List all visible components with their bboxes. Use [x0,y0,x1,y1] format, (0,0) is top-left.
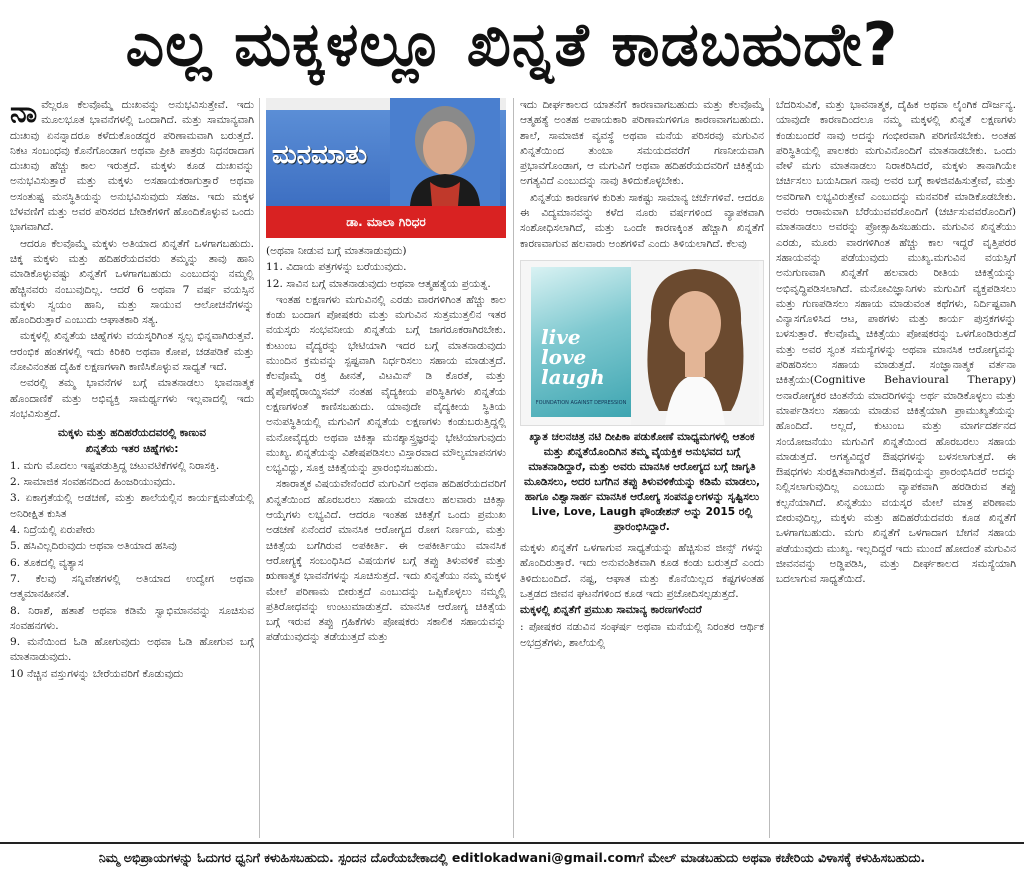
list-item: 11. ವಿದಾಯ ಪತ್ರಗಳನ್ನು ಬರೆಯುವುದು. [266,261,407,274]
subheading-line: ಮಕ್ಕಳು ಮತ್ತು ಹದಿಹರೆಯದವರಲ್ಲಿ ಕಾಣುವ [58,427,206,440]
headline: ಎಲ್ಲ ಮಕ್ಕಳಲ್ಲೂ ಖಿನ್ನತೆ ಕಾಡಬಹುದೇ? [125,10,899,80]
paragraph: ಸಕಾರಾತ್ಮಕ ವಿಷಯವೇನೆಂದರೆ ಮಗುವಿಗೆ ಅಥವಾ ಹದಿಹರೆಯದವರಿಗೆ ಖಿನ್ನತೆಯಿಂದ ಹೊರಬರಲು ಸಹಾಯ ಮಾಡಲು ಹಲವಾರು ಚಿಕಿತ್ಸಾ ಆಯ್ಕೆಗಳು ಲಭ್ಯವಿದೆ. ಆದರೂ ಇಂತಹ ಚಿಕಿತ್ಸೆಗೆ ಒಂದು ಪ್ರಮುಖ ಅಡಚಣೆ ಏನೆಂದರೆ ಮಾನಸಿಕ ಆರೋಗ್ಯದ ರೋಗ ನಿರ್ಣಯ, ಮತ್ತು ಚಿಕಿತ್ಸೆಯ ಬಗೆಗಿರುವ ಅಪಕೀರ್ತಿ. ಈ ಅಪಕೀರ್ತಿಯು ಮಾನಸಿಕ ಆರೋಗ್ಯಕ್ಕೆ ಸಂಬಂಧಿಸಿದ ವಿಷಯಗಳ ಬಗ್ಗೆ ತಪ್ಪು ತಿಳುವಳಿಕೆ ಮತ್ತು ಋಣಾತ್ಮಕ ಭಾವನೆಗಳನ್ನು ಸೂಚಿಸುತ್ತದೆ. ಇದು ಖಿನ್ನತೆಯು ನಮ್ಮ ಮಕ್ಕಳ ಮೇಲೆ ಪರಿಣಾಮ ಬೀರುತ್ತದೆ ಎಂಬುದನ್ನು ಒಪ್ಪಿಕೊಳ್ಳಲು ನಮ್ಮಲ್ಲಿ ಪ್ರತಿರೋಧವನ್ನು ಉಂಟುಮಾಡುತ್ತದೆ. ಮಾನಸಿಕ ಆರೋಗ್ಯ ಚಿಕಿತ್ಸೆಯ ಬಗ್ಗೆ ಇರುವ ತಪ್ಪು ಗ್ರಹಿಕೆಗಳು ಪೋಷಕರು ಸಕಾಲಿಕ ಸಹಾಯವನ್ನು ಪಡೆಯುವುದನ್ನು ತಡೆಯುತ್ತದೆ ಮತ್ತು [266,478,506,644]
column-rule [259,98,260,838]
photo-box [520,260,764,426]
list-item: 3. ಏಕಾಗ್ರತೆಯಲ್ಲಿ ಅಡಚಣೆ, ಮತ್ತು ಶಾಲೆಯಲ್ಲಿನ ಕಾರ್ಯಕ್ಷಮತೆಯಲ್ಲಿ ಅನಿರೀಕ್ಷಿತ ಕುಸಿತ [10,492,254,520]
drop-cap: ನಾ [10,98,38,130]
list-item: 10 ನೆಚ್ಚಿನ ವಸ್ತುಗಳನ್ನು ಬೇರೆಯವರಿಗೆ ಕೊಡುವುದು [10,667,184,680]
paragraph: ಇಂತಹ ಲಕ್ಷಣಗಳು ಮಗುವಿನಲ್ಲಿ ಎರಡು ವಾರಗಳಿಗಿಂತ ಹೆಚ್ಚು ಕಾಲ ಕಂಡು ಬಂದಾಗ ಪೋಷಕರು ಮತ್ತು ಮಗುವಿನ ಸುತ್ತಮುತ್ತಲಿನ ಇತರ ವಯಸ್ಕರು ಸಂಭವನೀಯ ಖಿನ್ನತೆಯ ಬಗ್ಗೆ ಜಾಗರೂಕರಾಗಿರಬೇಕು. ಕುಟುಂಬ ವೈದ್ಯರನ್ನು ಭೇಟಿಯಾಗಿ ಇದರ ಬಗ್ಗೆ ಮಾತನಾಡುವುದು ಮುಂದಿನ ಕ್ರಮವನ್ನು ಸ್ಪಷ್ಟವಾಗಿ ನಿರ್ಧರಿಸಲು ಸಹಾಯ ಮಾಡುತ್ತದೆ. ಕೆಲವೊಮ್ಮೆ ರಕ್ತ ಹೀನತೆ, ವಿಟಮಿನ್ ಡಿ ಕೊರತೆ, ಮತ್ತು ಹೈಪೋಥೈರಾಯ್ಡಿಸಮ್ ನಂತಹ ವೈದ್ಯಕೀಯ ಪರಿಸ್ಥಿತಿಗಳು ಖಿನ್ನತೆಯ ಲಕ್ಷಣಗಳಂತೆ ಕಾಣಿಸಬಹುದು. ಯಾವುದೇ ವೈದ್ಯಕೀಯ ಸ್ಥಿತಿಯ ಅನುಪಸ್ಥಿತಿಯಲ್ಲಿ ಮಗುವಿಗೆ ಖಿನ್ನತೆಯ ಲಕ್ಷಣಗಳು ಕಂಡುಬರುತ್ತಿದ್ದಲ್ಲಿ ಮನೋವೈದ್ಯರು ಅಥವಾ ಚಿಕಿತ್ಸಾ ಮನಶ್ಶಾಸ್ತ್ರಜ್ಞರನ್ನು ಭೇಟಿಯಾಗುವುದು ಮುಖ್ಯ. ಖಿನ್ನತೆಯನ್ನು ವಿಶೇಷಪಡಿಸಲು ವಿಸ್ತಾರವಾದ ಮೌಲ್ಯಮಾಪನಗಳು ಲಭ್ಯವಿದ್ದು, ಸೂಕ್ತ ಚಿಕಿತ್ಸೆಯನ್ನು ಪ್ರಾರಂಭಿಸಬಹುದು. [266,293,506,475]
article-column-1 [10,98,254,838]
paragraph: ಮಕ್ಕಳು ಖಿನ್ನತೆಗೆ ಒಳಗಾಗುವ ಸಾಧ್ಯತೆಯನ್ನು ಹೆಚ್ಚಿಸುವ ಜೀನ್ಸ್ ಗಳನ್ನು ಹೊಂದಿರುತ್ತಾರೆ. ಇದು ಅನುವಂಶಿಕವಾಗಿ ಕೂಡ ಕಂಡು ಬರುತ್ತದೆ ಎಂದು ತಿಳಿದುಬಂದಿದೆ. ನಷ್ಟ, ಆಘಾತ ಮತ್ತು ಕೊನೆಯಿಲ್ಲದ ಕಷ್ಟಗಳಂತಹ ಒತ್ತಡದ ಜೀವನ ಘಟನೆಗಳಿಂದ ಕೂಡ ಇದು ಪ್ರಚೋದಿಸಲ್ಪಡುತ್ತದೆ. [520,541,764,600]
paragraph: ಮಕ್ಕಳಲ್ಲಿ ಖಿನ್ನತೆಯ ಚಿಹ್ನೆಗಳು ವಯಸ್ಕರಿಗಿಂತ ಸ್ವಲ್ಪ ಭಿನ್ನವಾಗಿರುತ್ತವೆ. ಆರಂಭಿಕ ಹಂತಗಳಲ್ಲಿ ಇದು ಕಿರಿಕಿರಿ ಅಥವಾ ಕೋಪ, ಚಡಪಡಿಕೆ ಮತ್ತು ನೋವಿನಂತಹ ದೈಹಿಕ ಲಕ್ಷಣಗಳಾಗಿ ಕಾಣಿಸಿಕೊಳ್ಳುವ ಸಾಧ್ಯತೆ ಇದೆ. [10,330,254,374]
paragraph: ಬೆದರಿಸುವಿಕೆ, ಮತ್ತು ಭಾವನಾತ್ಮಕ, ದೈಹಿಕ ಅಥವಾ ಲೈಂಗಿಕ ದೌರ್ಜನ್ಯ. ಯಾವುದೇ ಕಾರಣದಿಂದಲೂ ನಮ್ಮ ಮಕ್ಕಳಲ್ಲಿ ಖಿನ್ನತೆ ಲಕ್ಷಣಗಳು ಕಂಡುಬಂದರೆ ನಾವು ಅದನ್ನು ಗಂಭೀರವಾಗಿ ಪರಿಗಣಿಸಬೇಕು. ಅಂತಹ ಪರಿಸ್ಥಿತಿಯಲ್ಲಿ ಪಾಲಕರು ಮಗುವಿನೊಂದಿಗೆ ಮಾತನಾಡಬೇಕು. ಒಂದು ವೇಳೆ ಮಗು ಮಾತನಾಡಲು ನಿರಾಕರಿಸಿದರೆ, ಮಕ್ಕಳು ತಾನಾಗಿಯೇ ಚರ್ಚಿಸಲು ಬಯಸಿದಾಗ ನಾವು ಅವರ ಬಗ್ಗೆ ಕಾಳಜಿವಹಿಸುತ್ತೇವೆ, ಮತ್ತು ಅವರಿಗಾಗಿ ಲಭ್ಯವಿರುತ್ತೇವೆ ಎಂಬುದನ್ನು ಮನವರಿಕೆ ಮಾಡಿಕೊಡಬೇಕು. ಅವರು ಆರಾಮವಾಗಿ ಬೆರೆಯುವವರೊಂದಿಗೆ (ಚರ್ಚಿಸುವವರೊಂದಿಗೆ) ಮಾತನಾಡಲು ಅವರನ್ನು ಪ್ರೋತ್ಸಾಹಿಸಬಹುದು. ಮಗುವಿನ ಖಿನ್ನತೆಯು ಎರಡು, ಮೂರು ವಾರಗಳಿಗಿಂತ ಹೆಚ್ಚು ಕಾಲ ಇದ್ದರೆ ವೃತ್ತಿಪರರ ಸಹಾಯವನ್ನು ಪಡೆಯುವುದು ಮುಖ್ಯ.ಮಗುವಿನ ವಯಸ್ಸಿಗೆ ಅನುಗುಣವಾಗಿ ಖಿನ್ನತೆಗೆ ಹಲವಾರು ರೀತಿಯ ಚಿಕಿತ್ಸೆಯನ್ನು ಅಭಿವೃದ್ಧಿಪಡಿಸಲಾಗಿದೆ. ಮನೋವಿಜ್ಞಾನಿಗಳು ಮಗುವಿಗೆ ವ್ಯಕ್ತಪಡಿಸಲು ಮತ್ತು ಗುಣಪಡಿಸಲು ಸಹಾಯ ಮಾಡುವಂತ ಕಥೆಗಳು, ನಿರ್ದಿಷ್ಟವಾಗಿ ವಿನ್ಯಾಸಗೊಳಿಸಿದ ಆಟ, ಪಾಠಗಳು ಮತ್ತು ಕಾರ್ಯ ಪುಸ್ತಕಗಳನ್ನು ಬಳಸುತ್ತಾರೆ. ಕೆಲವೊಮ್ಮೆ ಚಿಕಿತ್ಸೆಯು ಪೋಷಕರನ್ನು ಒಳಗೊಂಡಿರುತ್ತದೆ ಮತ್ತು ಅವರ ಸ್ವಂತ ಸಮಸ್ಯೆಗಳನ್ನು ಅಥವಾ ಮಾನಸಿಕ ಆರೋಗ್ಯವನ್ನು ಪರಿಹರಿಸಲು ಸಹಾಯ ಮಾಡುತ್ತದೆ. ಸಂಜ್ಞಾನಾತ್ಮಕ ವರ್ತನಾ ಚಿಕಿತ್ಸೆಯು(Cognitive Behavioural Therapy) ಅನಾರೋಗ್ಯಕರ ಚಿಂತನೆಯ ಮಾದರಿಗಳನ್ನು ಅರ್ಥ ಮಾಡಿಕೊಳ್ಳಲು ಮತ್ತು ಮಾರ್ಪಡಿಸಲು ಸಹಾಯ ಮಾಡುವ ಚಿಕಿತ್ಸೆಯಾಗಿ ಪ್ರಾಮುಖ್ಯತೆಯನ್ನು ಹೊಂದಿದೆ. ಅಲ್ಲದೆ, ಕುಟುಂಬ ಮತ್ತು ಮಾರ್ಗದರ್ಶನದ ಸಂಯೋಜನೆಯು ಮಗುವಿಗೆ ಖಿನ್ನತೆಯಿಂದ ಹೊರಬರಲು ಸಹಾಯ ಮಾಡುತ್ತದೆ. ಅಗತ್ಯವಿದ್ದರೆ ಔಷಧಗಳನ್ನು ಬಳಸಲಾಗುತ್ತದೆ. ಈ ಔಷಧಗಳು ಸುರಕ್ಷಿತವಾಗಿರುತ್ತವೆ. ಔಷಧಿಯನ್ನು ಪ್ರಾರಂಭಿಸಿದರೆ ಅದನ್ನು ನಿಲ್ಲಿಸಲಾಗುವುದಿಲ್ಲ ಎಂಬುದು ವ್ಯಾಪಕವಾಗಿ ಹರಡಿರುವ ತಪ್ಪು ಕಲ್ಪನೆಯಾಗಿದೆ. ಖಿನ್ನತೆಯು ವಯಸ್ಕರ ಮೇಲೆ ಮಾತ್ರ ಪರಿಣಾಮ ಬೀರುವುದಿಲ್ಲ, ಮಕ್ಕಳು ಮತ್ತು ಹದಿಹರೆಯದವರು ಕೂಡ ಖಿನ್ನತೆಗೆ ಒಳಗಾಗಬಹುದು. ಮಗು ಖಿನ್ನತೆಗೆ ಒಳಗಾದಾಗ ಬೇಗನೆ ಸಹಾಯ ಪಡೆಯುವುದು ಮುಖ್ಯ. ಇಲ್ಲದಿದ್ದರೆ ಇದು ಮುಂದೆ ಹೋದಂತೆ ಮಗುವಿನ ಜೀವನವನ್ನು ಅಡ್ಡಿಪಡಿಸಿ, ಮತ್ತು ದೀರ್ಘಕಾಲದ ಸಮಸ್ಯೆಯಾಗಿ ಬದಲಾಗುವ ಸಾಧ್ಯತೆಯಿದೆ. [776,99,1016,586]
paragraph-text: ವೆಲ್ಲರೂ ಕೆಲವೊಮ್ಮೆ ದುಃಖವನ್ನು ಅನುಭವಿಸುತ್ತೇವೆ. ಇದು ಮೂಲಭೂತ ಭಾವನೆಗಳಲ್ಲಿ ಒಂದಾಗಿದೆ. ಮತ್ತು ಸಾಮಾನ್ಯವಾಗಿ ದುಃಖವು ಏನನ್ನಾದರೂ ಕಳೆದುಕೊಂಡದ್ದರ ಪರಿಣಾಮವಾಗಿ ಬರುತ್ತದೆ. ನಿಕಟ ಸಂಬಂಧವು ಕೊನೆಗೊಂಡಾಗ ಅಥವಾ ಪ್ರೀತಿ ಪಾತ್ರರು ನಿಧನರಾದಾಗ ದುಃಖವು ಹೆಚ್ಚು ಕಾಲ ಇರುತ್ತದೆ. ಮಕ್ಕಳು ಕೂಡ ದುಃಖವನ್ನು ಅನುಭವಿಸುತ್ತಾರೆ ಮತ್ತು ಮಕ್ಕಳು ಅಸಹಾಯಕರಾಗುತ್ತಾರೆ ಅಥವಾ ಅಸಂತುಷ್ಟ ಮನಸ್ಥಿತಿಯನ್ನು ಅನುಭವಿಸುವುದು ಸಹಜ. ಇದು ಮಕ್ಕಳ ಬೆಳವಣಿಗೆ ಮತ್ತು ಅವರ ಪರಿಸರದ ಬೇಡಿಕೆಗಳಿಗೆ ಹೊಂದಿಕೊಳ್ಳುವ ಒಂದು ಭಾಗವಾಗಿದೆ. [10,99,254,234]
footer-text: ಗೆ ಮೇಲ್ ಮಾಡಬಹುದು ಅಥವಾ ಕಚೇರಿಯ ವಿಳಾಸಕ್ಕೆ ಕಳುಹಿಸಬಹುದು. [636,850,926,865]
author-name-bar: ಡಾ. ಮಾಲಾ ಗಿರಿಧರ [266,206,506,238]
paragraph: ಇದು ದೀರ್ಘಕಾಲದ ಯಾತನೆಗೆ ಕಾರಣವಾಗಬಹುದು ಮತ್ತು ಕೆಲವೊಮ್ಮೆ ಆತ್ಮಹತ್ಯೆ ಅಂತಹ ಅಪಾಯಕಾರಿ ಪರಿಣಾಮಗಳಿಗೂ ಕಾರಣವಾಗಬಹುದು. ಶಾಲೆ, ಸಾಮಾಜಿಕ ವ್ಯವಸ್ಥೆ ಅಥವಾ ಮನೆಯ ಪರಿಸರವು ಮಗುವಿನ ಖಿನ್ನತೆಯಿಂದ ತುಂಬಾ ಸಮಯದವರೆಗೆ ಗಣನೀಯವಾಗಿ ಪ್ರಭಾವಗೊಂಡಾಗ, ಆ ಮಗುವಿಗೆ ಅಥವಾ ಹದಿಹರೆಯದವರಿಗೆ ಚಿಕಿತ್ಸೆಯ ಅಗತ್ಯವಿದೆ ಎಂಬುದನ್ನು ನಾವು ತಿಳಿದುಕೊಳ್ಳಬೇಕು. [520,99,764,188]
column-logo: ಮನಮಾತು [272,140,368,170]
paragraph: ಖಿನ್ನತೆಯ ಕಾರಣಗಳ ಕುರಿತು ಸಾಕಷ್ಟು ಸಾಮಾನ್ಯ ಚರ್ಚೆಗಳಿವೆ. ಆದರೂ ಈ ವಿದ್ಯಮಾನವನ್ನು ಕಳೆದ ನೂರು ವರ್ಷಗಳಿಂದ ವ್ಯಾಪಕವಾಗಿ ಸಂಶೋಧಿಸಲಾಗಿದೆ, ಮತ್ತು ಒಂದೇ ಕಾರಣಕ್ಕಿಂತ ಹೆಚ್ಚಾಗಿ ಖಿನ್ನತೆಗೆ ಕಾರಣವಾಗುವ ಹಲವಾರು ಅಂಶಗಳಿವೆ ಎಂದು ತಿಳಿಯಲಾಗಿದೆ. ಕೆಲವು [520,191,764,250]
list-item: 1. ಮಗು ಮೊದಲು ಇಷ್ಟಪಡುತ್ತಿದ್ದ ಚಟುವಟಿಕೆಗಳಲ್ಲಿ ನಿರಾಸಕ್ತಿ. [10,459,220,472]
column-rule [513,98,514,838]
list-item: 5. ಹಸಿವಿಲ್ಲದಿರುವುದು ಅಥವಾ ಅತಿಯಾದ ಹಸಿವು [10,540,177,553]
celebrity-photo [631,261,759,425]
book-footer: FOUNDATION AGAINST DEPRESSION [535,399,627,406]
list-item: 12. ಸಾವಿನ ಬಗ್ಗೆ ಮಾತನಾಡುವುದು ಅಥವಾ ಆತ್ಮಹತ್ಯೆಯ ಪ್ರಯತ್ನ. [266,277,491,290]
book-title: live love laugh [541,324,605,389]
paragraph [10,98,254,236]
list-item: 4. ನಿದ್ರೆಯಲ್ಲಿ ಏರುಪೇರು [10,524,95,537]
subheading: ಮಕ್ಕಳಲ್ಲಿ ಖಿನ್ನತೆಗೆ ಪ್ರಮುಖ ಸಾಮಾನ್ಯ ಕಾರಣಗಳೆಂದರೆ [520,604,702,617]
book-cover-image [531,267,631,417]
article-column-4 [776,98,1016,838]
list-item: 9. ಮನೆಯಿಂದ ಓಡಿ ಹೋಗುವುದು ಅಥವಾ ಓಡಿ ಹೋಗುವ ಬಗ್ಗೆ ಮಾತನಾಡುವುದು. [10,636,254,664]
paragraph: ಆದರೂ ಕೆಲವೊಮ್ಮೆ ಮಕ್ಕಳು ಅತಿಯಾದ ಖಿನ್ನತೆಗೆ ಒಳಗಾಗಬಹುದು. ಚಿಕ್ಕ ಮಕ್ಕಳು ಮತ್ತು ಹದಿಹರೆಯದವರು ತಮ್ಮನ್ನು ತಾವು ಹಾನಿ ಮಾಡಿಕೊಳ್ಳುವಷ್ಟು ಖಿನ್ನತೆಗೆ ಒಳಗಾಗಬಹುದು ಎಂಬುದನ್ನು ನಮ್ಮಲ್ಲಿ ಹೆಚ್ಚಿನವರು ನಂಬುವುದಿಲ್ಲ. ಆದರೆ 6 ಅಥವಾ 7 ವರ್ಷ ವಯಸ್ಸಿನ ಮಕ್ಕಳು ಸ್ವಯಂ ಹಾನಿ, ಮತ್ತು ಸಾಯುವ ಆಲೋಚನೆಗಳನ್ನು ಹೊಂದಿರುತ್ತಾರೆ ಎಂಬುದು ಆಘಾತಕಾರಿ ಸತ್ಯ. [10,237,254,327]
paragraph: ಅವರಲ್ಲಿ ತಮ್ಮ ಭಾವನೆಗಳ ಬಗ್ಗೆ ಮಾತನಾಡಲು ಭಾವನಾತ್ಮಕ ಹೊಂದಾಣಿಕೆ ಮತ್ತು ಅಭಿವ್ಯಕ್ತಿ ಸಾಮರ್ಥ್ಯಗಳು ಇಲ್ಲವಾದಲ್ಲಿ ಇದು ಸಂಭವಿಸುತ್ತದೆ. [10,377,254,420]
article-column-3 [520,98,764,838]
list-item: 8. ನಿರಾಶೆ, ಹತಾಶೆ ಅಥವಾ ಕಡಿಮೆ ಸ್ವಾಭಿಮಾನವನ್ನು ಸೂಚಿಸುವ ಸಂವಹನಗಳು. [10,604,254,632]
author-portrait [390,98,500,206]
column-rule [769,98,770,838]
subheading-line: ಖಿನ್ನತೆಯ ಇತರ ಚಿಹ್ನೆಗಳು: [85,442,179,455]
paragraph: : ಪೋಷಕರ ನಡುವಿನ ಸಂಘರ್ಷ ಅಥವಾ ಮನೆಯಲ್ಲಿ ನಿರಂತರ ಆರ್ಥಿಕ ಅಭದ್ರತೆಗಳು, ಶಾಲೆಯಲ್ಲಿ [520,621,764,649]
photo-caption: ಖ್ಯಾತ ಚಲನಚಿತ್ರ ನಟಿ ದೀಪಿಕಾ ಪಡುಕೋಣೆ ಮಾಧ್ಯಮಗಳಲ್ಲಿ ಆತಂಕ ಮತ್ತು ಖಿನ್ನತೆಯೊಂದಿಗಿನ ತಮ್ಮ ವೈಯಕ್ತಿಕ ಅನುಭವದ ಬಗ್ಗೆ ಮಾತನಾಡಿದ್ದಾರೆ, ಮತ್ತು ಅವರು ಮಾನಸಿಕ ಆರೋಗ್ಯದ ಬಗ್ಗೆ ಜಾಗೃತಿ ಮೂಡಿಸಲು, ಅದರ ಬಗೆಗಿನ ತಪ್ಪು ತಿಳುವಳಿಕೆಯನ್ನು ಕಡಿಮೆ ಮಾಡಲು, ಹಾಗೂ ವಿಶ್ವಾಸಾರ್ಹ ಮಾನಸಿಕ ಆರೋಗ್ಯ ಸಂಪನ್ಮೂಲಗಳನ್ನು ಸೃಷ್ಟಿಸಲು Live, Love, Laugh ಫೌಂಡೇಶನ್ ಅನ್ನು 2015 ರಲ್ಲಿ ಪ್ರಾರಂಭಿಸಿದ್ದಾರೆ. [524,430,760,533]
list-item: 6. ತೂಕದಲ್ಲಿ ವ್ಯತ್ಯಾಸ [10,556,84,569]
footer [0,842,1024,872]
column-header [266,98,506,238]
article-column-2 [266,98,506,838]
paragraph: (ಅಥವಾ ನೀಡುವ ಬಗ್ಗೆ ಮಾತನಾಡುವುದು) [266,245,407,257]
footer-text: ನಿಮ್ಮ ಅಭಿಪ್ರಾಯಗಳನ್ನು ಓದುಗರ ಧ್ವನಿಗೆ ಕಳುಹಿಸಬಹುದು. ಸ್ಪಂದನ ದೊರೆಯಬೇಕಾದಲ್ಲಿ [98,850,452,865]
list-item: 2. ಸಾಮಾಜಿಕ ಸಂವಹನದಿಂದ ಹಿಂಜರಿಯುವುದು. [10,476,176,489]
subheading [10,426,254,457]
email-link[interactable]: editlokadwani@gmail.com [451,850,637,865]
list-item: 7. ಕೆಲವು ಸನ್ನಿವೇಶಗಳಲ್ಲಿ ಅತಿಯಾದ ಉದ್ವೇಗ ಅಥವಾ ಆತ್ಮಮಾನಹೀನತೆ. [10,572,254,601]
